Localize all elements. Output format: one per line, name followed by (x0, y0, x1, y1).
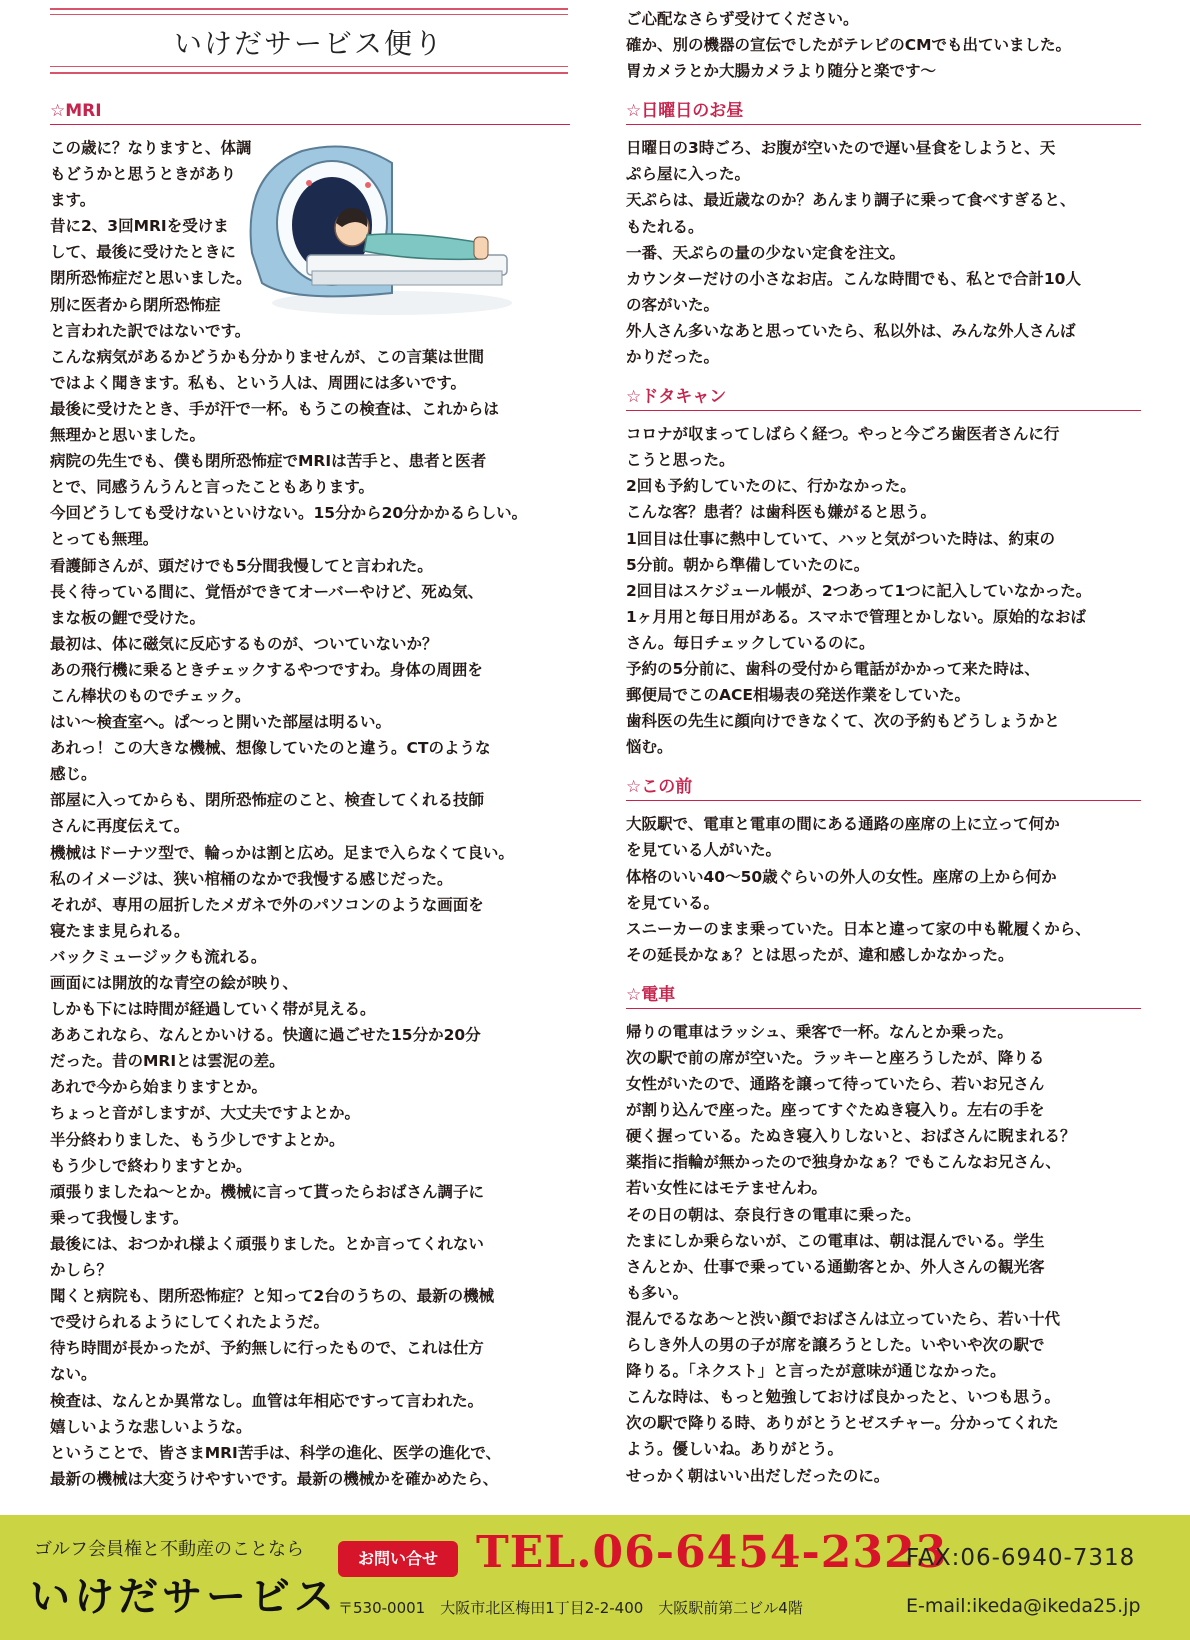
title-rule-top-thin (50, 14, 568, 15)
text-line: よう。優しいね。ありがとう。 (626, 1440, 844, 1459)
section-heading-konomae: ☆この前 (626, 776, 1141, 801)
section-body-mri (50, 135, 585, 1492)
text-line: 悩む。 (626, 738, 673, 757)
footer-email[interactable]: E-mail:ikeda@ikeda25.jp (906, 1595, 1141, 1617)
text-line: 最後に受けたとき、手が汗で一杯。もうこの検査は、これからは (50, 399, 499, 418)
footer-tel[interactable]: TEL.06-6454-2323 (476, 1527, 948, 1578)
text-line: バックミュージックも流れる。 (50, 947, 267, 966)
text-line: たまにしか乗らないが、この電車は、朝は混んでいる。学生 (626, 1231, 1045, 1250)
text-line: 看護師さんが、頭だけでも5分間我慢してと言われた。 (50, 556, 433, 575)
text-line: 日曜日の3時ごろ、お腹が空いたので遅い昼食をしようと、天 (626, 139, 1056, 158)
text-line: 乗って我慢します。 (50, 1208, 189, 1227)
text-line: 薬指に指輪が無かったので独身かなぁ？でもこんなお兄さん、 (626, 1153, 1061, 1172)
title-rule-bottom (50, 72, 568, 74)
section-body-sunday (626, 135, 1156, 370)
text-line: 半分終わりました、もう少しですよとか。 (50, 1130, 345, 1149)
title-rule-bottom-thin (50, 66, 568, 67)
text-line: も多い。 (626, 1283, 689, 1302)
text-line: 病院の先生でも、僕も閉所恐怖症でMRIは苦手と、患者と医者 (50, 452, 487, 471)
section-body-dotacan (626, 421, 1156, 760)
text-line: 確か、別の機器の宣伝でしたがテレビのCMでも出ていました。 (626, 36, 1071, 55)
text-line: だった。昔のMRIとは雲泥の差。 (50, 1052, 285, 1071)
text-line: かりだった。 (626, 348, 720, 367)
text-line: ます。 (50, 191, 96, 210)
text-line: 帰りの電車はラッシュ、乗客で一杯。なんとか乗った。 (626, 1022, 1013, 1041)
text-line: さん。毎日チェックしているのに。 (626, 633, 875, 652)
text-line: 歯科医の先生に顔向けできなくて、次の予約もどうしょうかと (626, 712, 1060, 731)
text-line: 外人さん多いなあと思っていたら、私以外は、みんな外人さんば (626, 321, 1076, 340)
footer-company-name: いけだサービス (30, 1574, 338, 1620)
text-line: 硬く握っている。たぬき寝入りしないと、おばさんに睨まれる？ (626, 1127, 1076, 1146)
newsletter-title: いけだサービス便り (173, 27, 444, 60)
text-line: 待ち時間が長かったが、予約無しに行ったもので、これは仕方 (50, 1339, 484, 1358)
text-line: の客がいた。 (626, 295, 720, 314)
section-body-konomae (626, 811, 1156, 968)
text-line: さんとか、仕事で乗っている通勤客とか、外人さんの観光客 (626, 1257, 1045, 1276)
text-line: 大阪駅で、電車と電車の間にある通路の座席の上に立って何か (626, 815, 1060, 834)
text-line: 最新の機械は大変うけやすいです。最新の機械かを確かめたら、 (50, 1469, 499, 1488)
text-line: あの飛行機に乗るときチェックするやつですわ。身体の周囲を (50, 660, 483, 679)
text-line: もどうかと思うときがあり (50, 165, 237, 184)
text-line: 頑張りましたね～とか。機械に言って貰ったらおばさん調子に (50, 1182, 485, 1201)
section-heading-mri: ☆MRI (50, 100, 570, 125)
text-line: 長く待っている間に、覚悟ができてオーバーやけど、死ぬ気、 (50, 582, 484, 601)
text-line: 別に医者から閉所恐怖症 (50, 295, 221, 314)
section-body-densha (626, 1019, 1156, 1489)
section-heading-dotacan: ☆ドタキャン (626, 386, 1141, 411)
text-line: 1回目は仕事に熱中していて、ハッと気がついた時は、約束の (626, 529, 1055, 548)
text-line: 2回も予約していたのに、行かなかった。 (626, 477, 916, 496)
mri-machine-illustration (232, 143, 517, 318)
text-line: もう少しで終わりますとか。 (50, 1156, 252, 1175)
text-line: この歳に？なりますと、体調 (50, 139, 252, 157)
text-line: 女性がいたので、通路を譲って待っていたら、若いお兄さん (626, 1075, 1045, 1094)
text-line: こんな時は、もっと勉強しておけば良かったと、いつも思う。 (626, 1388, 1061, 1407)
text-line: で受けられるようにしてくれたようだ。 (50, 1313, 330, 1332)
text-line: 最初は、体に磁気に反応するものが、ついていないか？ (50, 634, 438, 653)
text-line: こん棒状のものでチェック。 (50, 686, 251, 705)
text-line: 寝たまま見られる。 (50, 921, 190, 940)
text-line: 昔に2、3回MRIを受けま (50, 217, 229, 236)
text-line: 最後には、おつかれ様よく頑張りました。とか言ってくれない (50, 1234, 484, 1253)
text-line: こんな病気があるかどうかも分かりませんが、この言葉は世間 (50, 347, 485, 366)
text-line: あれっ！この大きな機械、想像していたのと違う。CTのような (50, 739, 491, 758)
text-line: 5分前。朝から準備していたのに。 (626, 555, 870, 574)
contact-badge: お問い合せ (338, 1541, 458, 1577)
text-line: 体格のいい40～50歳ぐらいの外人の女性。座席の上から何か (626, 867, 1057, 886)
text-line: ではよく聞きます。私も、という人は、周囲には多いです。 (50, 373, 467, 392)
title-rule-top (50, 8, 568, 10)
section-heading-densha: ☆電車 (626, 984, 1141, 1009)
text-line: その日の朝は、奈良行きの電車に乗った。 (626, 1205, 921, 1224)
text-line: 郵便局でこのACE相場表の発送作業をしていた。 (626, 686, 970, 705)
text-line: を見ている人がいた。 (626, 841, 782, 860)
text-line: 部屋に入ってからも、閉所恐怖症のこと、検査してくれる技師 (50, 791, 485, 810)
text-line: せっかく朝はいい出だしだったのに。 (626, 1466, 890, 1485)
text-line: かしら？ (50, 1261, 113, 1280)
text-line: ご心配なさらず受けてください。 (626, 10, 859, 28)
section-body-mri-continued (626, 6, 1156, 84)
text-line: 無理かと思いました。 (50, 426, 206, 445)
text-line: ああこれなら、なんとかいける。快適に過ごせた15分か20分 (50, 1026, 481, 1045)
text-line: 降りる。「ネクスト」と言ったが意味が通じなかった。 (626, 1362, 1006, 1381)
text-line: こうと思った。 (626, 451, 735, 470)
text-line: 聞くと病院も、閉所恐怖症？と知って2台のうちの、最新の機械 (50, 1287, 495, 1306)
text-line: コロナが収まってしばらく経つ。やっと今ごろ歯医者さんに行 (626, 425, 1060, 444)
text-line: が割り込んで座った。座ってすぐたぬき寝入り。左右の手を (626, 1101, 1045, 1120)
text-line: とで、同感うんうんと言ったこともあります。 (50, 478, 374, 497)
text-line: と言われた訳ではないです。 (50, 321, 251, 340)
text-line: 画面には開放的な青空の絵が映り、 (50, 974, 299, 992)
text-line: 若い女性にはモテませんわ。 (626, 1179, 827, 1198)
text-line: 嬉しいような悲しいような。 (50, 1417, 252, 1436)
text-line: 今回どうしても受けないといけない。15分から20分かかるらしい。 (50, 504, 528, 523)
text-line: 予約の5分前に、歯科の受付から電話がかかって来た時は、 (626, 659, 1040, 678)
text-line: 1ヶ月用と毎日用がある。スマホで管理とかしない。原始的なおば (626, 607, 1086, 626)
text-line: 閉所恐怖症だと思いました。 (50, 269, 252, 288)
right-column (626, 6, 1156, 1489)
text-line: さんに再度伝えて。 (50, 817, 190, 836)
section-heading-sunday: ☆日曜日のお昼 (626, 100, 1141, 125)
footer-fax: FAX:06-6940-7318 (906, 1545, 1136, 1571)
text-line: とっても無理。 (50, 530, 159, 549)
text-line: 機械はドーナツ型で、輪っかは割と広め。足まで入らなくて良い。 (50, 843, 514, 862)
footer-tagline: ゴルフ会員権と不動産のことなら (34, 1539, 304, 1560)
text-line: 2回目はスケジュール帳が、2つあって1つに記入していなかった。 (626, 581, 1092, 600)
footer-banner (0, 1515, 1190, 1640)
text-line: こんな客？患者？は歯科医も嫌がると思う。 (626, 503, 937, 522)
text-line: らしき外人の男の子が席を譲ろうとした。いやいや次の駅で (626, 1336, 1045, 1355)
text-line: それが、専用の屈折したメガネで外のパソコンのような画面を (50, 895, 484, 914)
text-line: その延長かなぁ？とは思ったが、違和感しかなかった。 (626, 945, 1014, 964)
text-line: はい～検査室へ。ぱ～っと開いた部屋は明るい。 (50, 713, 392, 732)
text-line: スニーカーのまま乗っていた。日本と違って家の中も靴履くから、 (626, 919, 1091, 938)
text-line: もたれる。 (626, 217, 704, 236)
text-line: 感じ。 (50, 765, 97, 784)
text-line: して、最後に受けたときに (50, 243, 236, 262)
text-line: まな板の鯉で受けた。 (50, 608, 206, 627)
text-line: ぷら屋に入った。 (626, 165, 751, 184)
text-line: 天ぷらは、最近歳なのか？あんまり調子に乗って食べすぎると、 (626, 191, 1076, 210)
text-line: 私のイメージは、狭い棺桶のなかで我慢する感じだった。 (50, 869, 453, 888)
text-line: ということで、皆さまMRI苦手は、科学の進化、医学の進化で、 (50, 1443, 502, 1462)
text-line: ちょっと音がしますが、大丈夫ですよとか。 (50, 1104, 361, 1123)
text-line: 次の駅で前の席が空いた。ラッキーと座ろうしたが、降りる (626, 1049, 1045, 1067)
footer-address: 〒530-0001 大阪市北区梅田1丁目2-2-400 大阪駅前第二ビル4階 (338, 1599, 803, 1617)
text-line: 胃カメラとか大腸カメラより随分と楽です～ (626, 62, 937, 81)
text-line: 混んでるなあ～と渋い顔でおばさんは立っていたら、若い十代 (626, 1309, 1061, 1328)
text-line: あれで今から始まりますとか。 (50, 1078, 268, 1097)
text-line: 次の駅で降りる時、ありがとうとゼスチャー。分かってくれた (626, 1414, 1059, 1433)
text-line: しかも下には時間が経過していく帯が見える。 (50, 1000, 376, 1019)
text-line: ない。 (50, 1365, 97, 1384)
newsletter-header (50, 8, 568, 74)
text-line: カウンターだけの小さなお店。こんな時間でも、私とで合計10人 (626, 269, 1081, 288)
text-line: を見ている。 (626, 893, 720, 912)
text-line: 一番、天ぷらの量の少ない定食を注文。 (626, 243, 906, 262)
text-line: 検査は、なんとか異常なし。血管は年相応ですって言われた。 (50, 1391, 484, 1410)
